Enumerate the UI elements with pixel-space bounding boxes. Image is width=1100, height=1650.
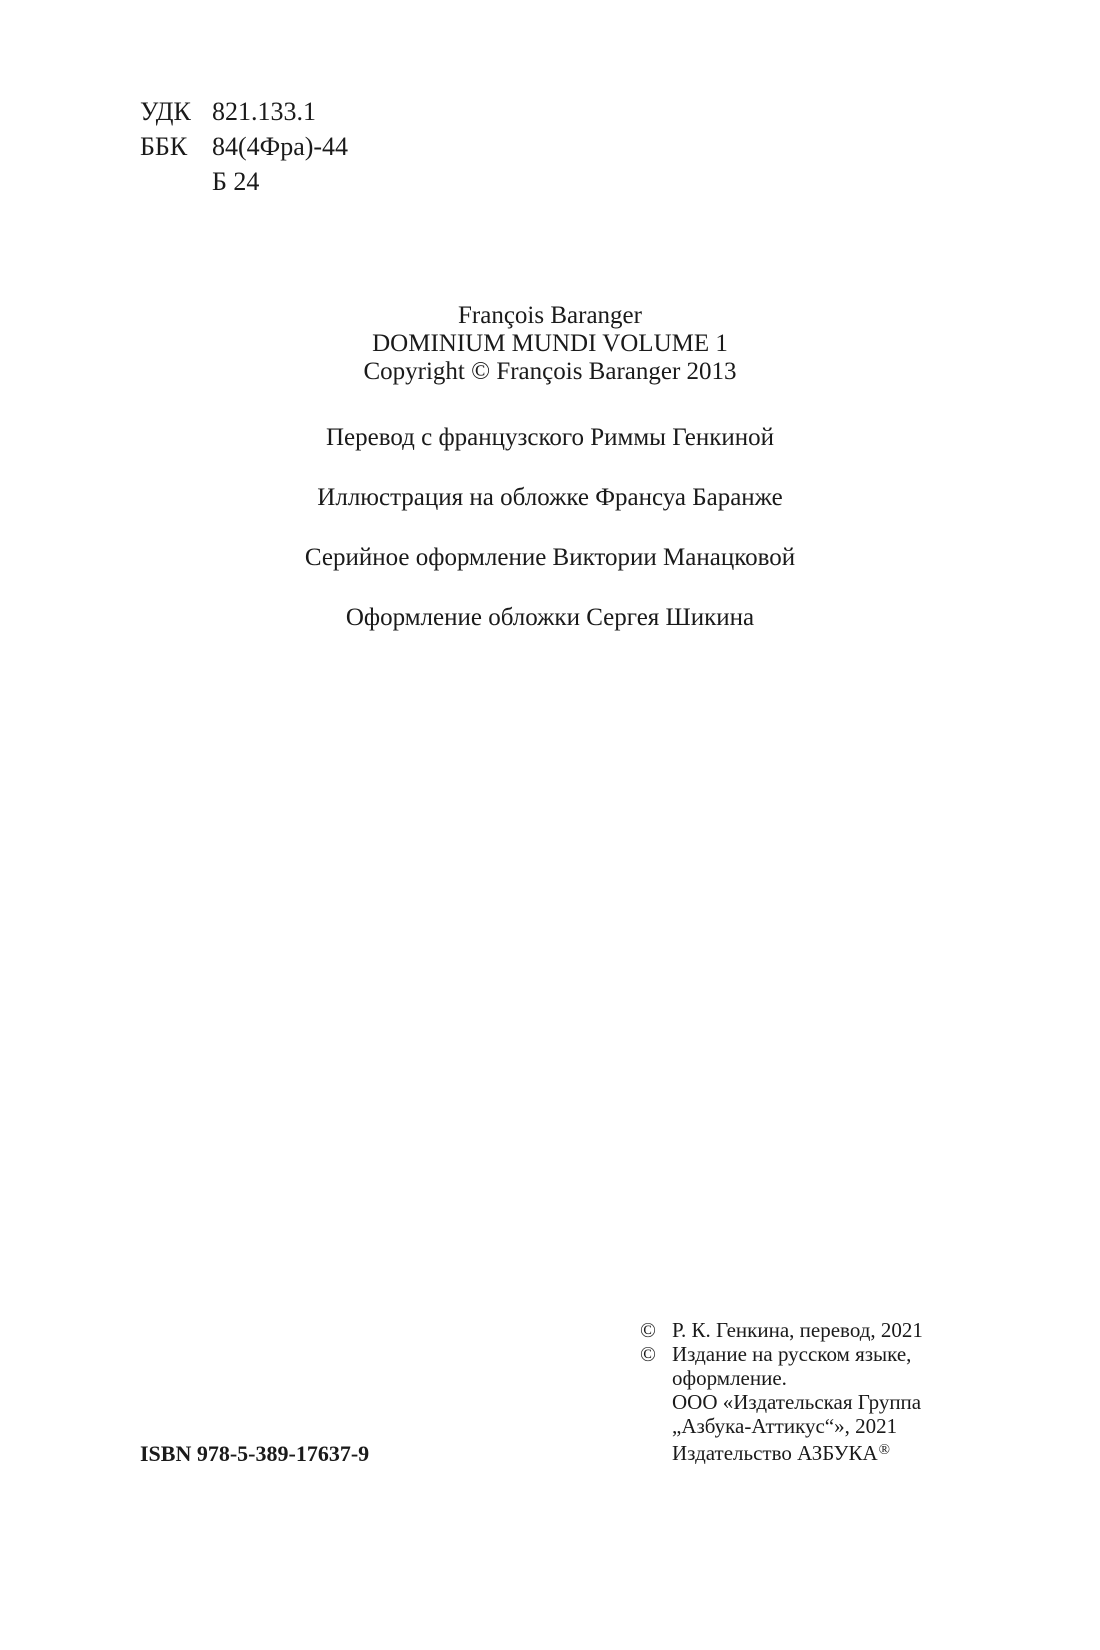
udk-value: 821.133.1: [212, 97, 316, 126]
isbn: ISBN 978-5-389-17637-9: [140, 1441, 370, 1466]
author-mark-label: [140, 164, 212, 199]
edition-notice: [640, 1342, 923, 1465]
author-mark-value: Б 24: [212, 167, 260, 196]
author-mark-row: [140, 164, 348, 199]
original-title: DOMINIUM MUNDI VOLUME 1: [372, 330, 728, 357]
copyright-symbol: ©: [640, 1318, 656, 1342]
bbk-label: ББК: [140, 132, 188, 161]
translation-notice-text: Р. К. Генкина, перевод, 2021: [672, 1318, 923, 1342]
bbk-row: [140, 129, 348, 164]
classification-block: [140, 94, 348, 199]
edition-line: „Азбука-Аттикус“», 2021: [672, 1414, 898, 1438]
publisher-line: [672, 1438, 921, 1465]
edition-line: ООО «Издательская Группа: [672, 1390, 922, 1414]
series-design-credit: Серийное оформление Виктории Манацковой: [304, 544, 796, 571]
copyright-symbol: ©: [640, 1342, 656, 1366]
copyright-notices: [640, 1318, 923, 1465]
publisher-name: Издательство АЗБУКА: [672, 1441, 878, 1465]
udk-label: УДК: [140, 97, 191, 126]
edition-line: Издание на русском языке,: [672, 1342, 912, 1366]
illustration-credit: Иллюстрация на обложке Франсуа Баранже: [317, 484, 783, 511]
translation-notice: [640, 1318, 923, 1342]
edition-line: оформление.: [672, 1366, 787, 1390]
original-author: François Baranger: [458, 302, 642, 329]
registered-mark: ®: [878, 1442, 891, 1458]
original-copyright: Copyright © François Baranger 2013: [363, 358, 737, 385]
translator-credit: Перевод с французского Риммы Генкиной: [325, 424, 775, 451]
udk-row: [140, 94, 348, 129]
bbk-value: 84(4Фра)-44: [212, 132, 349, 161]
cover-design-credit: Оформление обложки Сергея Шикина: [345, 604, 755, 631]
edition-notice-text: [672, 1342, 922, 1465]
original-edition-block: [0, 302, 1100, 386]
credits-block: [0, 423, 1100, 663]
